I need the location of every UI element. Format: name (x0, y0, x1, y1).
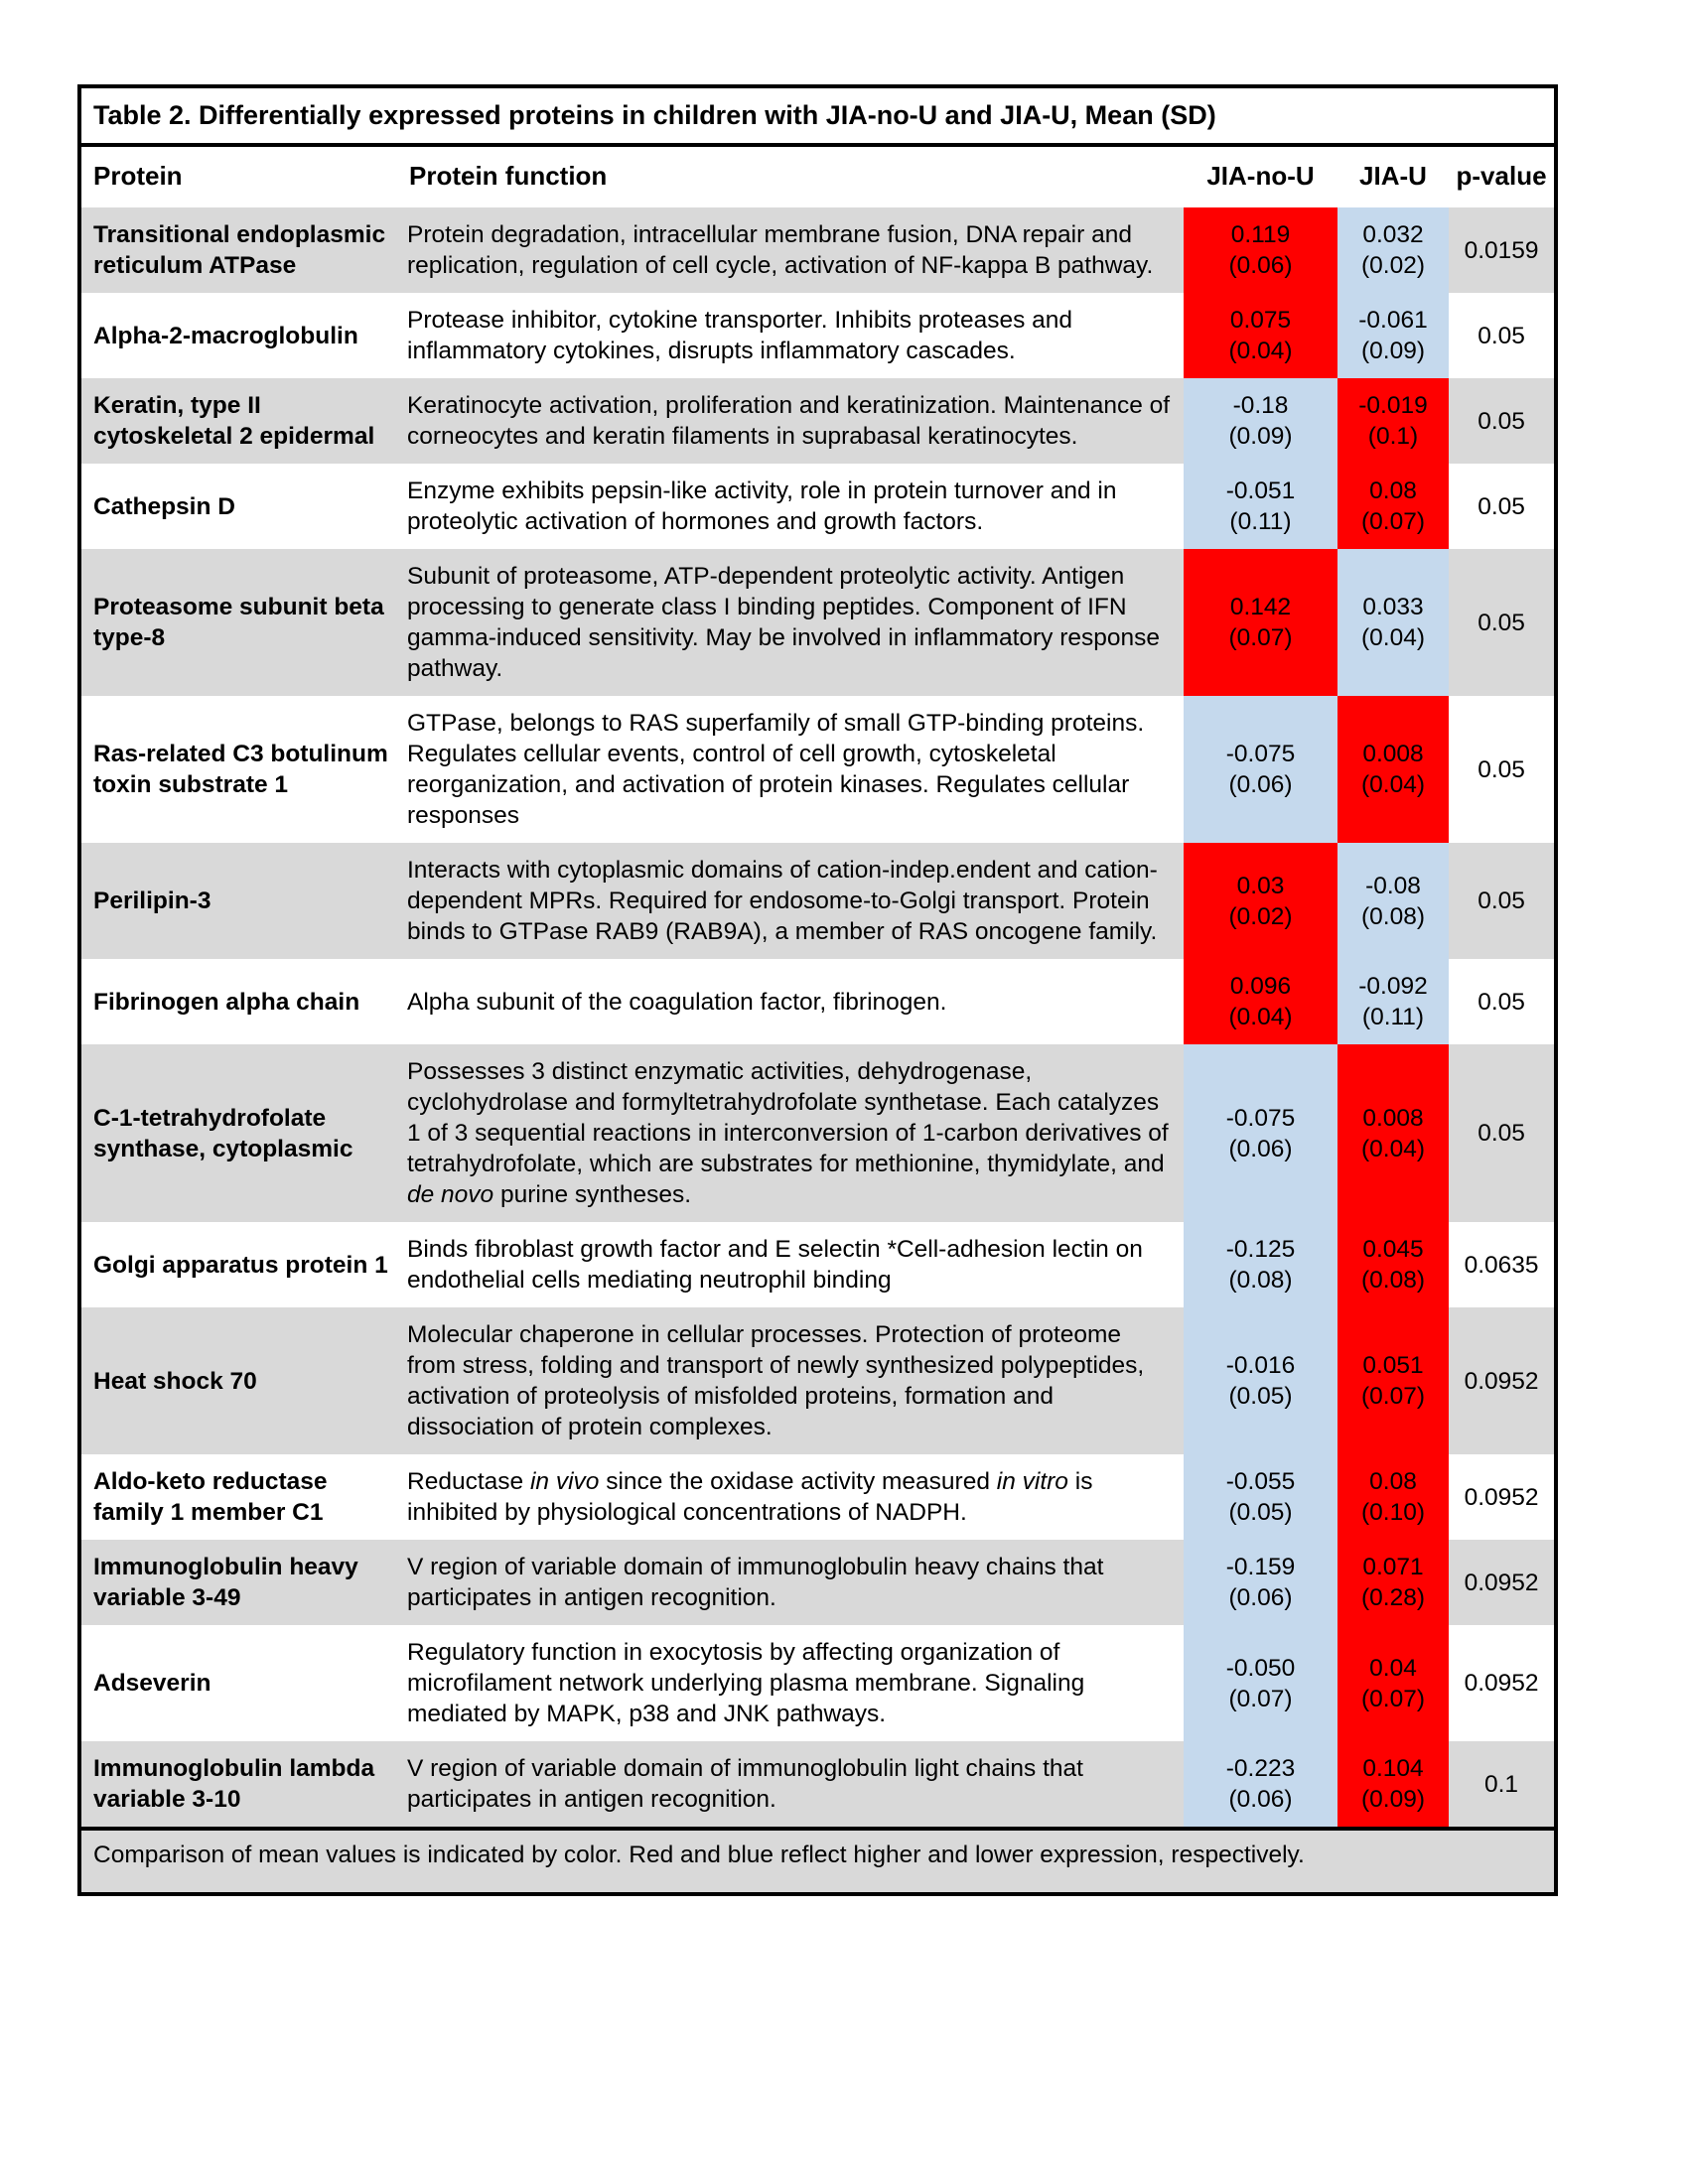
protein-name-cell: Adseverin (93, 1670, 211, 1697)
jia-no-u-cell (1184, 293, 1337, 378)
mean-value: -0.092 (1358, 973, 1428, 1000)
p-value-cell: 0.05 (1449, 378, 1556, 464)
sd-value: (0.04) (1360, 624, 1425, 651)
jia-no-u-cell (1184, 1540, 1337, 1625)
protein-name-cell: Aldo-keto reductase family 1 member C1 (93, 1468, 328, 1526)
sd-value: (0.06) (1228, 252, 1293, 279)
protein-name-cell: Immunoglobulin lambda variable 3-10 (79, 1741, 397, 1829)
sd-value: (0.05) (1228, 1383, 1293, 1410)
jia-u-cell (1337, 1540, 1449, 1625)
sd-value: (0.04) (1228, 338, 1293, 364)
differential-proteins-table (77, 84, 1558, 1896)
jia-no-u-cell (1184, 1741, 1337, 1829)
jia-u-cell (1337, 1222, 1449, 1307)
jia-u-cell (1337, 1044, 1449, 1222)
p-value-cell: 0.0635 (1464, 1251, 1539, 1279)
column-header-jia-no-u: JIA-no-U (1184, 145, 1337, 207)
table-row (79, 1454, 1556, 1540)
jia-u-cell (1337, 1625, 1449, 1741)
mean-value: 0.008 (1362, 741, 1424, 767)
protein-function-cell: V region of variable domain of immunoglobulin light chains that participates in antigen recognition. (397, 1741, 1184, 1829)
jia-no-u-cell (1184, 378, 1337, 464)
jia-u-cell (1337, 1741, 1449, 1829)
sd-value: (0.11) (1361, 1004, 1425, 1030)
protein-name-cell: Ras-related C3 botulinum toxin substrate 1 (93, 741, 388, 798)
jia-no-u-cell (1184, 1307, 1337, 1454)
table-title: Table 2. Differentially expressed proteins in children with JIA-no-U and JIA-U, Mean (SD) (79, 86, 1556, 145)
jia-u-cell (1337, 1307, 1449, 1454)
protein-function-cell: Protease inhibitor, cytokine transporter. Inhibits proteases and inflammatory cytokines, disrupts inflammatory cascades. (407, 307, 1073, 364)
sd-value: (0.11) (1229, 508, 1292, 535)
protein-function-cell: Possesses 3 distinct enzymatic activities, dehydrogenase, cyclohydrolase and formyltetrahydrofolate synthetase. Each catalyzes 1 of 3 sequential reactions in interconversion of 1-carbon derivatives of tetrahydrofolate, which are substrates for methionine, thymidylate, and de novo purine syntheses. (397, 1044, 1184, 1222)
sd-value: (0.1) (1367, 423, 1419, 450)
sd-value: (0.10) (1360, 1499, 1425, 1526)
mean-value: -0.019 (1358, 392, 1428, 419)
jia-u-cell (1337, 549, 1449, 696)
p-value-cell: 0.05 (1477, 322, 1525, 349)
table-row (79, 1044, 1556, 1222)
table-row (79, 464, 1556, 549)
jia-no-u-cell (1184, 959, 1337, 1044)
jia-u-cell (1337, 1454, 1449, 1540)
column-header-jia-u: JIA-U (1337, 145, 1449, 207)
jia-u-cell (1337, 696, 1449, 843)
table-row (79, 1741, 1556, 1829)
sd-value: (0.06) (1228, 1135, 1293, 1162)
protein-name-cell: Heat shock 70 (79, 1307, 397, 1454)
protein-name-cell: Golgi apparatus protein 1 (93, 1251, 388, 1279)
footnote-row (79, 1829, 1556, 1894)
protein-function-cell: Regulatory function in exocytosis by affecting organization of microfilament network underlying plasma membrane. Signaling mediated by MAPK, p38 and JNK pathways. (407, 1639, 1085, 1727)
mean-value: -0.075 (1225, 741, 1296, 767)
title-row (79, 86, 1556, 145)
sd-value: (0.07) (1360, 1383, 1425, 1410)
mean-value: 0.032 (1362, 221, 1424, 248)
mean-value: 0.096 (1229, 973, 1292, 1000)
sd-value: (0.02) (1360, 252, 1425, 279)
jia-no-u-cell (1184, 549, 1337, 696)
p-value-cell: 0.05 (1477, 755, 1525, 783)
mean-value: -0.050 (1225, 1654, 1296, 1682)
jia-no-u-cell (1184, 843, 1337, 959)
mean-value: 0.08 (1369, 478, 1417, 504)
sd-value: (0.07) (1360, 1685, 1425, 1712)
protein-function-cell: GTPase, belongs to RAS superfamily of small GTP-binding proteins. Regulates cellular events, control of cell growth, cytoskeletal reorganization, and activation of protein kinases. Regulates cellular responses (407, 710, 1145, 829)
p-value-cell: 0.0952 (1449, 1540, 1556, 1625)
sd-value: (0.07) (1228, 1685, 1293, 1712)
sd-value: (0.08) (1360, 1267, 1425, 1294)
sd-value: (0.06) (1228, 771, 1293, 798)
protein-name-cell: Keratin, type II cytoskeletal 2 epidermal (79, 378, 397, 464)
mean-value: -0.075 (1225, 1104, 1296, 1132)
sd-value: (0.07) (1228, 624, 1293, 651)
protein-function-cell: Enzyme exhibits pepsin-like activity, role in protein turnover and in proteolytic activation of hormones and growth factors. (407, 478, 1117, 535)
jia-no-u-cell (1184, 464, 1337, 549)
table-row (79, 549, 1556, 696)
p-value-cell: 0.05 (1477, 988, 1525, 1016)
protein-name-cell: Fibrinogen alpha chain (93, 988, 360, 1016)
mean-value: 0.142 (1229, 594, 1292, 620)
color-legend-footnote: Comparison of mean values is indicated by color. Red and blue reflect higher and lower expression, respectively. (79, 1829, 1556, 1894)
protein-function-cell: Molecular chaperone in cellular processes. Protection of proteome from stress, folding and transport of newly synthesized polypeptides, activation of proteolysis of misfolded proteins, formation and dissociation of protein complexes. (397, 1307, 1184, 1454)
mean-value: 0.071 (1362, 1554, 1424, 1580)
jia-u-cell (1337, 959, 1449, 1044)
column-header-p-value: p-value (1449, 145, 1556, 207)
protein-name-cell: Alpha-2-macroglobulin (93, 322, 358, 349)
jia-no-u-cell (1184, 207, 1337, 293)
jia-no-u-cell (1184, 1222, 1337, 1307)
table-row (79, 1540, 1556, 1625)
p-value-cell: 0.0159 (1449, 207, 1556, 293)
sd-value: (0.06) (1228, 1786, 1293, 1813)
sd-value: (0.04) (1360, 771, 1425, 798)
mean-value: -0.223 (1225, 1755, 1296, 1782)
table-row (79, 843, 1556, 959)
p-value-cell: 0.0952 (1464, 1670, 1539, 1697)
protein-function-cell: Binds fibroblast growth factor and E selectin *Cell-adhesion lectin on endothelial cells mediating neutrophil binding (407, 1236, 1143, 1294)
mean-value: 0.075 (1229, 307, 1292, 334)
protein-function-cell: Keratinocyte activation, proliferation and keratinization. Maintenance of corneocytes and keratin filaments in suprabasal keratinocytes. (397, 378, 1184, 464)
sd-value: (0.09) (1228, 423, 1293, 450)
header-row (79, 145, 1556, 207)
sd-value: (0.04) (1228, 1004, 1293, 1030)
table-row (79, 1222, 1556, 1307)
sd-value: (0.09) (1360, 338, 1425, 364)
p-value-cell: 0.05 (1477, 492, 1525, 520)
mean-value: 0.033 (1362, 594, 1424, 620)
p-value-cell: 0.0952 (1449, 1307, 1556, 1454)
table-body (79, 207, 1556, 1829)
jia-u-cell (1337, 378, 1449, 464)
paper-page (77, 84, 1558, 1896)
table-row (79, 378, 1556, 464)
mean-value: -0.125 (1225, 1236, 1296, 1263)
mean-value: -0.08 (1365, 872, 1421, 899)
sd-value: (0.09) (1360, 1786, 1425, 1813)
table-row (79, 207, 1556, 293)
p-value-cell: 0.05 (1449, 549, 1556, 696)
table-row (79, 1307, 1556, 1454)
jia-u-cell (1337, 293, 1449, 378)
mean-value: -0.061 (1358, 307, 1428, 334)
table-row (79, 959, 1556, 1044)
p-value-cell: 0.0952 (1464, 1483, 1539, 1511)
sd-value: (0.04) (1360, 1135, 1425, 1162)
sd-value: (0.07) (1360, 508, 1425, 535)
sd-value: (0.06) (1228, 1584, 1293, 1611)
mean-value: -0.159 (1225, 1554, 1296, 1580)
mean-value: 0.08 (1369, 1468, 1417, 1495)
sd-value: (0.05) (1228, 1499, 1293, 1526)
mean-value: 0.045 (1362, 1236, 1424, 1263)
jia-no-u-cell (1184, 696, 1337, 843)
protein-name-cell: C-1-tetrahydrofolate synthase, cytoplasmic (79, 1044, 397, 1222)
mean-value: -0.055 (1225, 1468, 1296, 1495)
jia-u-cell (1337, 843, 1449, 959)
jia-no-u-cell (1184, 1625, 1337, 1741)
protein-function-cell: Reductase in vivo since the oxidase activity measured in vitro is inhibited by physiological concentrations of NADPH. (407, 1468, 1093, 1526)
protein-function-cell: Subunit of proteasome, ATP-dependent proteolytic activity. Antigen processing to generate class I binding peptides. Component of IFN gamma-induced sensitivity. May be involved in inflammatory response pathway. (397, 549, 1184, 696)
jia-u-cell (1337, 464, 1449, 549)
table-row (79, 1625, 1556, 1741)
protein-name-cell: Cathepsin D (93, 492, 235, 520)
p-value-cell: 0.1 (1449, 1741, 1556, 1829)
protein-name-cell: Perilipin-3 (79, 843, 397, 959)
protein-name-cell: Immunoglobulin heavy variable 3-49 (79, 1540, 397, 1625)
protein-function-cell: Alpha subunit of the coagulation factor, fibrinogen. (407, 988, 947, 1016)
protein-function-cell: Protein degradation, intracellular membrane fusion, DNA repair and replication, regulation of cell cycle, activation of NF-kappa B pathway. (397, 207, 1184, 293)
mean-value: -0.051 (1225, 478, 1296, 504)
column-header-function: Protein function (397, 145, 1184, 207)
jia-no-u-cell (1184, 1044, 1337, 1222)
sd-value: (0.28) (1360, 1584, 1425, 1611)
mean-value: -0.016 (1225, 1352, 1296, 1379)
protein-name-cell: Transitional endoplasmic reticulum ATPase (79, 207, 397, 293)
mean-value: 0.104 (1362, 1755, 1424, 1782)
sd-value: (0.08) (1228, 1267, 1293, 1294)
table-row (79, 696, 1556, 843)
mean-value: 0.051 (1362, 1352, 1424, 1379)
mean-value: 0.04 (1369, 1654, 1417, 1682)
p-value-cell: 0.05 (1449, 843, 1556, 959)
protein-function-cell: V region of variable domain of immunoglobulin heavy chains that participates in antigen recognition. (397, 1540, 1184, 1625)
mean-value: -0.18 (1232, 392, 1289, 419)
sd-value: (0.02) (1228, 902, 1293, 930)
mean-value: 0.03 (1236, 872, 1285, 899)
mean-value: 0.119 (1230, 221, 1291, 248)
jia-u-cell (1337, 207, 1449, 293)
table-row (79, 293, 1556, 378)
column-header-protein: Protein (79, 145, 397, 207)
p-value-cell: 0.05 (1449, 1044, 1556, 1222)
protein-name-cell: Proteasome subunit beta type-8 (79, 549, 397, 696)
mean-value: 0.008 (1362, 1104, 1424, 1132)
sd-value: (0.08) (1360, 902, 1425, 930)
jia-no-u-cell (1184, 1454, 1337, 1540)
protein-function-cell: Interacts with cytoplasmic domains of cation-indep.endent and cation-dependent MPRs. Required for endosome-to-Golgi transport. Protein binds to GTPase RAB9 (RAB9A), a member of RAS oncogene family. (397, 843, 1184, 959)
